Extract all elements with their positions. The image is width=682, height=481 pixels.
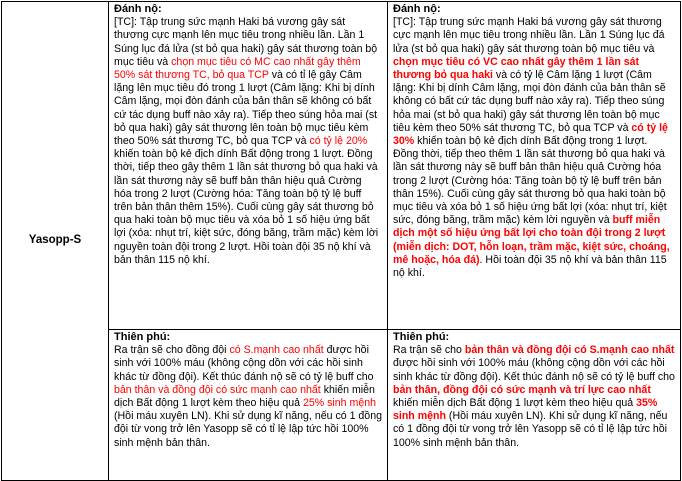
highlighted-text: chọn mục tiêu có MC cao nhất gây thêm 50% sát thương TC, bỏ qua TCP <box>114 55 361 82</box>
new-talent-cell <box>388 330 681 481</box>
body-text: (Hồi máu xuyên LN). Khi sử dụng kĩ năng, nếu có 1 đồng đội từ vong trở lên Yasopp sẽ có tỉ lệ lập tức hồi 100% sinh mệnh bản thân. <box>114 410 382 449</box>
body-text: Ra trận sẽ cho <box>393 344 465 357</box>
body-text: khiến miễn dịch Bất động 1 lượt kèm theo hiệu quả <box>393 397 637 410</box>
skill-comparison-table <box>1 1 681 481</box>
body-text: và có tỉ lệ gây Câm lặng lên mục tiêu đó trong 1 lượt (Câm lặng: Khi bị dính Câm lặng, mọi đòn đánh của bản thân sẽ không có bất cứ tác dụng buff nào xảy ra). Tiếp theo súng hỏa mai (st bỏ qua haki) gây sát thương lên toàn bộ mục tiêu kèm theo 50% sát thương TC, bỏ qua TCP và <box>114 69 378 148</box>
highlighted-text: chọn mục tiêu có VC cao nhất gây thêm 1 lần sát thương bỏ qua haki <box>393 55 640 82</box>
character-name: Yasopp-S <box>28 234 82 247</box>
new-talent-heading: Thiên phú: <box>393 331 450 343</box>
highlighted-text: có tỷ lệ 30% <box>393 121 668 148</box>
old-talent-cell <box>109 330 388 481</box>
new-normal-attack-heading: Đánh nộ: <box>393 3 441 15</box>
highlighted-text: bản thân, đồng đội có sức mạnh và trí lực cao nhất <box>393 383 651 396</box>
old-normal-attack-heading: Đánh nộ: <box>114 3 162 15</box>
old-normal-attack-cell <box>109 2 388 330</box>
body-text: . Hồi toàn đội 35 nộ khí và bản thân 115 nộ khí. <box>393 253 667 280</box>
old-talent-heading: Thiên phú: <box>114 331 171 343</box>
highlighted-text: có tỷ lệ 20% <box>309 135 368 148</box>
old-normal-attack-text <box>114 16 382 267</box>
character-name-cell <box>2 2 109 481</box>
new-normal-attack-text <box>393 16 675 280</box>
highlighted-text: 35% sinh mệnh <box>393 397 658 423</box>
new-talent-text <box>393 344 675 450</box>
body-text: được hồi sinh với 100% máu (không cộng dồn với các hồi sinh khác từ đồng đội). Kết thúc đánh nộ sẽ có tỷ lệ buff cho <box>393 357 675 383</box>
body-text: [TC]: Tập trung sức mạnh Haki bá vương gây sát thương cực mạnh lên mục tiêu trong nhiều lần. Lần 1 Súng lục đá lửa (st bỏ qua haki) gây sát thương toàn bộ mục tiêu và <box>114 16 378 68</box>
body-text: Ra trận sẽ cho đồng đội <box>114 344 230 357</box>
highlighted-text: bản thân và đồng đội có S.mạnh cao nhất <box>464 344 675 357</box>
old-talent-text <box>114 344 382 450</box>
highlighted-text: bản thân và đồng đội có sức mạnh cao nhất <box>114 383 321 396</box>
body-text: được hồi sinh với 100% máu (không cộng dồn với các hồi sinh khác từ đồng đội). Kết thúc đánh nộ sẽ có tỷ lệ buff cho <box>114 344 374 383</box>
body-text: khiến miễn dịch Bất động 1 lượt kèm theo hiệu quả <box>114 383 375 410</box>
body-text: khiến toàn bộ kẻ địch dính Bất động trong 1 lượt. Đồng thời, tiếp theo gây thêm 1 lần sát thương bỏ qua haki và lần sát thương này sẽ buff bản thân hiệu quả Cường hóa trong 2 lượt (Cường hóa: Tăng toàn bộ tỷ lệ buff trên bản thân thêm 15%). Cuối cùng gây sát thương bỏ qua haki toàn bộ mục tiêu và xóa bỏ 1 số hiệu ứng bất lợi (xóa: nhụt trí, kiệt sức, đóng băng, trầm mặc) kèm lời nguyền toàn đội trong 2 lượt. Hồi toàn đội 35 nộ khí và bản thân 115 nộ khí. <box>114 148 379 266</box>
highlighted-text: buff miễn dịch một số hiệu ứng bất lợi cho toàn đội trong 2 lượt (miễn dịch: DOT, hỗn loạn, trầm mặc, kiệt sức, choáng, mê hoặc, hóa đá) <box>393 214 670 266</box>
new-normal-attack-cell <box>388 2 681 330</box>
normal-attack-row <box>2 2 681 330</box>
body-text: khiến toàn bộ kẻ địch dính Bất động trong 1 lượt. Đồng thời, tiếp theo thêm 1 lần sát thương bỏ qua haki và lần sát thương này sẽ buff bản thân hiệu quả Cường hóa trong 2 lượt (Cường hóa: Tăng toàn bộ tỷ lệ buff trên bản thân 15%). Cuối cùng gây sát thương bỏ qua haki toàn bộ mục tiêu và xóa bỏ 1 số hiệu ứng bất lợi (xóa: nhụt trí, kiệt sức, đóng băng, trầm mặc) kèm lời nguyền và <box>393 135 667 227</box>
body-text: [TC]: Tập trung sức mạnh Haki bá vương gây sát thương cực mạnh lên mục tiêu trong nhiều lần. Lần 1 Súng lục đá lửa (st bỏ qua haki) gây sát thương toàn bộ mục tiêu và <box>393 16 665 55</box>
highlighted-text: 25% sinh mệnh <box>302 397 376 410</box>
body-text: (Hồi máu xuyên LN). Khi sử dụng kĩ năng, nếu có 1 đồng đội từ vong trở lên Yasopp sẽ có tỉ lệ lập tức hồi 100% sinh mệnh bản thân. <box>393 410 668 449</box>
body-text: và có tỷ lệ Câm lặng 1 lượt (Câm lặng: Khi bị dính Câm lặng, mọi đòn đánh của bản thân sẽ không có bất cứ tác dụng buff nào xảy ra). Tiếp theo súng hỏa mai (st bỏ qua haki) gây sát thương lên toàn bộ mục tiêu kèm theo 50% sát thương TC, bỏ qua TCP và <box>393 69 666 134</box>
highlighted-text: có S.mạnh cao nhất <box>229 344 324 357</box>
